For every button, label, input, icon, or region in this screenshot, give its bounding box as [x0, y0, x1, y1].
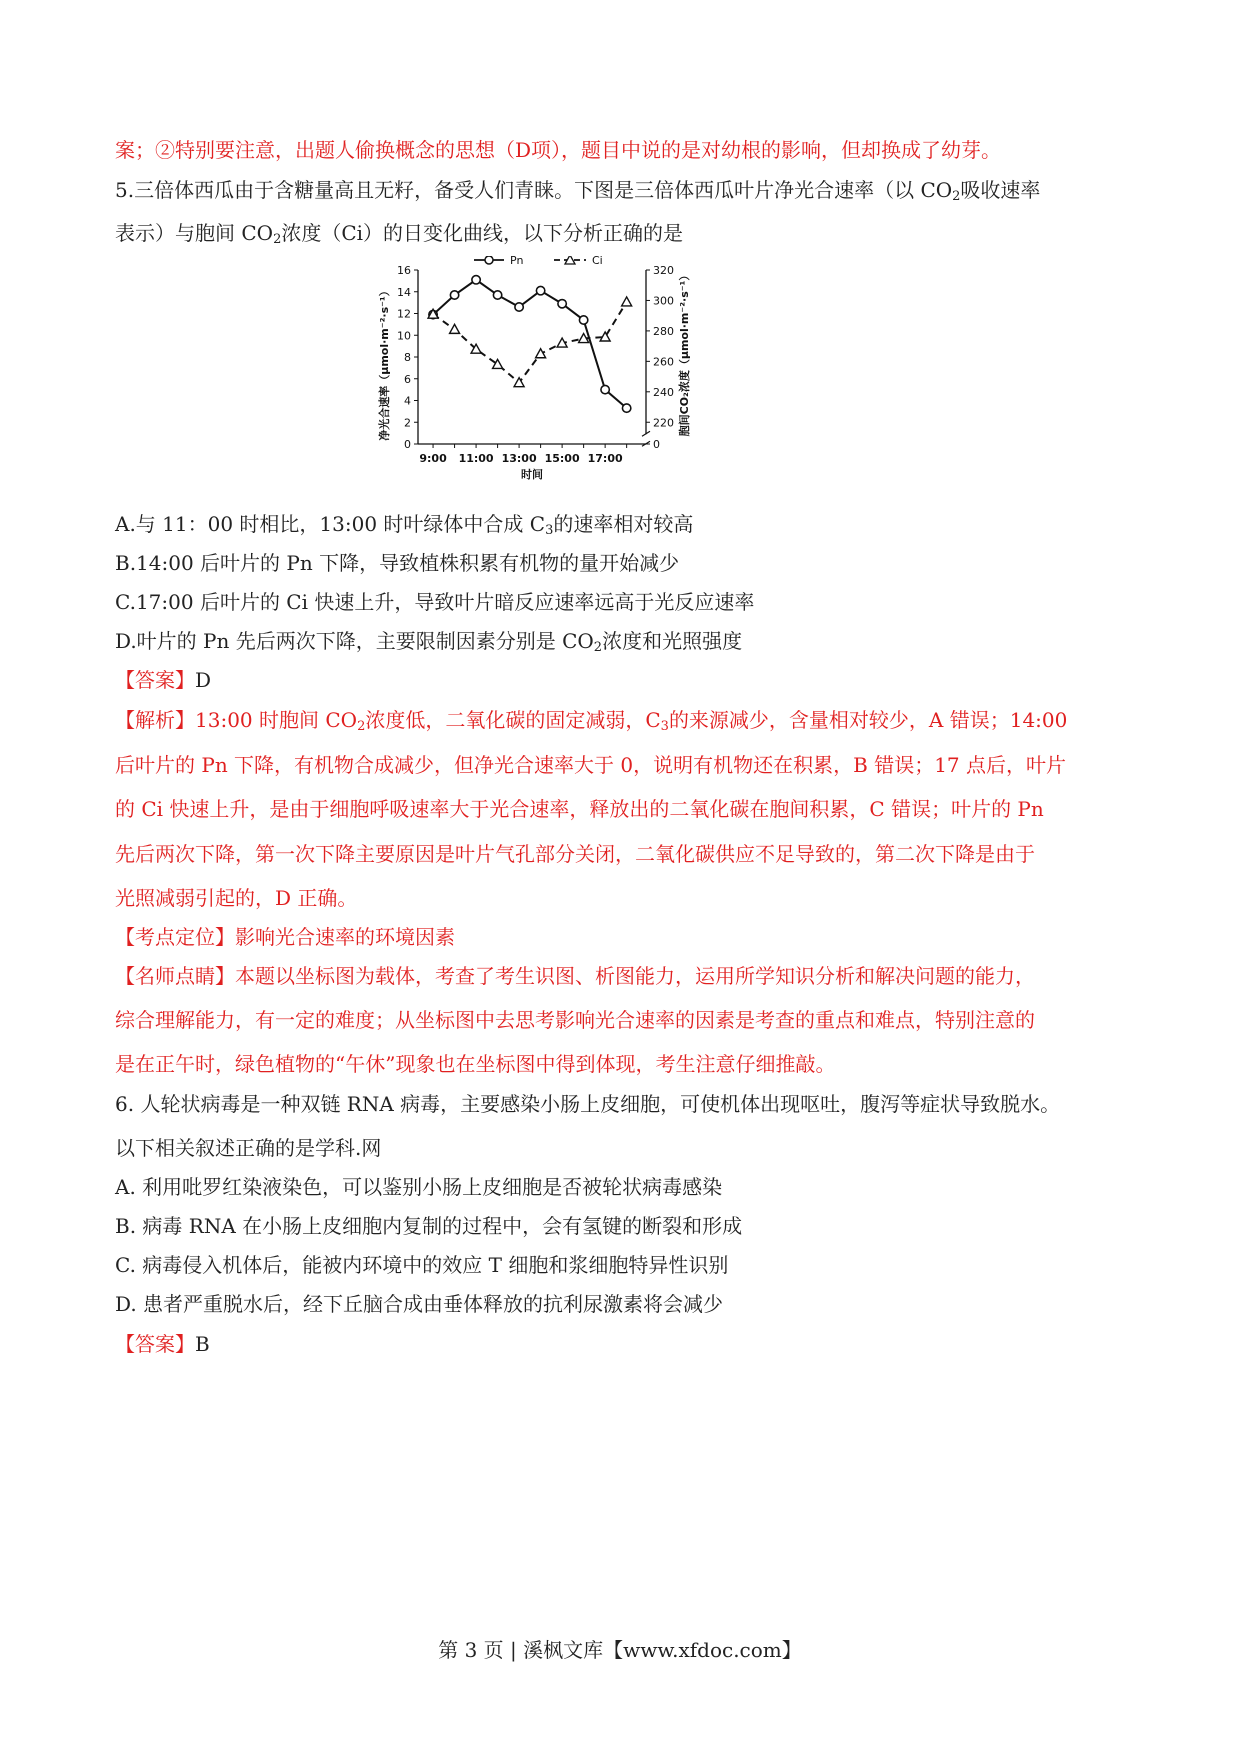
point-Ci — [514, 378, 524, 387]
left-tick-label: 0 — [404, 438, 411, 451]
x-tick-label: 9:00 — [419, 452, 447, 465]
q5-option-c: C.17:00 后叶片的 Ci 快速上升，导致叶片暗反应速率远高于光反应速率 — [115, 590, 755, 614]
point-Pn — [558, 300, 566, 308]
left-tick-label: 10 — [397, 329, 411, 343]
right-tick-label: 240 — [653, 385, 674, 399]
q5-analysis-line-4: 先后两次下降，第一次下降主要原因是叶片气孔部分关闭，二氧化碳供应不足导致的，第二次下降是由于 — [115, 842, 1035, 866]
point-Pn — [622, 404, 630, 412]
q5-option-a: A.与 11：00 时相比，13:00 时叶绿体中合成 $C_3$的速率相对较高 — [115, 512, 694, 538]
point-Pn — [493, 291, 501, 299]
legend-label-Ci: Ci — [592, 256, 603, 267]
right-axis-title: 胞间CO₂浓度（μmol·m⁻²·s⁻¹） — [678, 269, 691, 437]
chart-series — [428, 276, 632, 413]
point-Ci — [622, 297, 632, 306]
right-tick-label: 260 — [653, 355, 674, 369]
right-tick-label: 280 — [653, 324, 674, 338]
legend-marker-Ci — [565, 256, 575, 264]
left-tick-label: 6 — [404, 372, 411, 386]
photosynthesis-chart — [362, 256, 722, 488]
q6-stem-line-2: 以下相关叙述正确的是学科.网 — [115, 1136, 382, 1160]
left-tick-label: 12 — [397, 307, 411, 321]
q5-mingshi-line-2: 综合理解能力，有一定的难度；从坐标图中去思考影响光合速率的因素是考查的重点和难点，特别注意的 — [115, 1008, 1035, 1032]
left-tick-label: 14 — [397, 285, 411, 299]
series-line-Ci — [433, 302, 627, 383]
point-Pn — [579, 316, 587, 324]
x-axis-label: 时间 — [521, 468, 543, 481]
q6-stem-line-1: 6. 人轮状病毒是一种双链 RNA 病毒，主要感染小肠上皮细胞，可使机体出现呕吐，腹泻等症状导致脱水。 — [115, 1092, 1061, 1116]
page-footer: 第 3 页 | 溪枫文库【www.xfdoc.com】 — [438, 1638, 802, 1662]
left-tick-label: 16 — [397, 264, 411, 277]
q5-analysis-line-2: 后叶片的 Pn 下降，有机物合成减少，但净光合速率大于 0，说明有机物还在积累，B 错误；17 点后，叶片 — [115, 753, 1066, 777]
q5-stem-line-1: 5.三倍体西瓜由于含糖量高且无籽，备受人们青睐。下图是三倍体西瓜叶片净光合速率（以 $CO_2$吸收速率 — [115, 178, 1041, 204]
right-tick-label: 0 — [653, 438, 660, 451]
point-Ci — [450, 324, 460, 333]
x-tick-label: 17:00 — [587, 452, 623, 465]
left-tick-label: 2 — [404, 416, 411, 430]
x-tick-label: 13:00 — [501, 452, 537, 465]
right-tick-label: 320 — [653, 264, 674, 277]
point-Pn — [536, 286, 544, 294]
q5-stem-line-2: 表示）与胞间 $CO_2$浓度（Ci）的日变化曲线，以下分析正确的是 — [115, 221, 684, 247]
left-tick-label: 8 — [404, 351, 411, 364]
legend-label-Pn: Pn — [510, 256, 524, 267]
intro-line: 案；②特别要注意，出题人偷换概念的思想（D项），题目中说的是对幼根的影响，但却换成了幼芽。 — [115, 138, 1002, 162]
left-tick-label: 4 — [404, 394, 411, 408]
q6-option-d: D. 患者严重脱水后，经下丘脑合成由垂体释放的抗利尿激素将会减少 — [115, 1292, 724, 1316]
point-Pn — [472, 276, 480, 284]
right-tick-label: 300 — [653, 294, 674, 308]
q6-option-a: A. 利用吡罗红染液染色，可以鉴别小肠上皮细胞是否被轮状病毒感染 — [115, 1175, 723, 1199]
q5-analysis-line-5: 光照减弱引起的，D 正确。 — [115, 886, 358, 910]
q6-option-c: C. 病毒侵入机体后，能被内环境中的效应 T 细胞和浆细胞特异性识别 — [115, 1253, 729, 1277]
q5-answer: 【答案】D — [115, 668, 212, 692]
legend-marker-Pn — [485, 256, 493, 264]
q6-answer: 【答案】B — [115, 1332, 210, 1356]
x-tick-label: 15:00 — [544, 452, 580, 465]
q6-option-b: B. 病毒 RNA 在小肠上皮细胞内复制的过程中，会有氢键的断裂和形成 — [115, 1214, 743, 1238]
q5-mingshi-line-3: 是在正午时，绿色植物的“午休”现象也在坐标图中得到体现，考生注意仔细推敲。 — [115, 1052, 836, 1076]
q5-kaodian: 【考点定位】影响光合速率的环境因素 — [115, 925, 455, 949]
q5-analysis-line-1: 【解析】13:00 时胞间 $CO_2$浓度低，二氧化碳的固定减弱，$C_3$的来源减少，含量相对较少，A 错误；14:00 — [115, 708, 1068, 734]
q5-option-d: D.叶片的 Pn 先后两次下降，主要限制因素分别是 $CO_2$浓度和光照强度 — [115, 629, 743, 655]
right-tick-label: 220 — [653, 416, 674, 430]
left-axis-title: 净光合速率（μmol·m⁻²·s⁻¹） — [378, 285, 391, 441]
series-line-Pn — [433, 280, 627, 408]
point-Pn — [450, 291, 458, 299]
chart-legend — [474, 256, 603, 267]
point-Ci — [536, 349, 546, 358]
q5-analysis-line-3: 的 Ci 快速上升，是由于细胞呼吸速率大于光合速率，释放出的二氧化碳在胞间积累，C 错误；叶片的 Pn — [115, 797, 1044, 821]
q5-option-b: B.14:00 后叶片的 Pn 下降，导致植株积累有机物的量开始减少 — [115, 551, 680, 575]
point-Pn — [601, 385, 609, 393]
q5-mingshi-line-1: 【名师点睛】本题以坐标图为载体，考查了考生识图、析图能力，运用所学知识分析和解决问题的能力， — [115, 964, 1035, 988]
x-tick-label: 11:00 — [458, 452, 494, 465]
point-Pn — [515, 303, 523, 311]
